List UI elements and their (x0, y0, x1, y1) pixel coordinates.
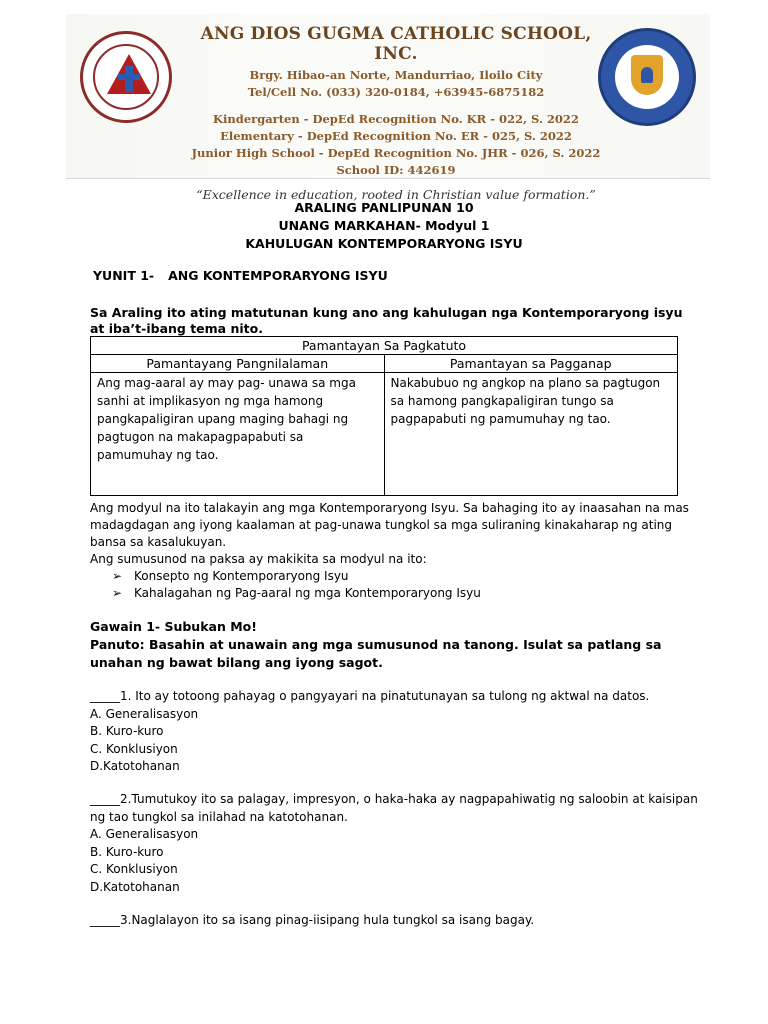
question-stem: _____2.Tumutukoy ito sa palagay, impresyon, o haka-haka ay nagpapahiwatig ng saloobin at kaisipan ng tao tungkol sa inilahad na katotohanan. (90, 792, 698, 824)
list-item: ➢ Kahalagahan ng Pag-aaral ng mga Kontemporaryong Isyu (112, 586, 481, 600)
module-description: Ang modyul na ito talakayin ang mga Kontemporaryong Isyu. Sa bahaging ito ay inaasahan na mas madagdagan ang iyong kaalaman at pag-unawa tungkol sa mga suliraning kinakaharap ng ating bansa sa kasalukuyan. (90, 501, 689, 549)
content-standard-text: Ang mag-aaral ay may pag- unawa sa mga sanhi at implikasyon ng mga hamong pangkapaligiran upang maging bahagi ng pagtugon na makapagpapabuti sa pamumuhay ng tao. (91, 373, 385, 496)
question-1 (90, 688, 710, 776)
lesson-intro: Sa Araling ito ating matutunan kung ano ang kahulugan nga Kontemporaryong isyu at iba’t-ibang tema nito. (90, 305, 683, 336)
activity-instructions: Panuto: Basahin at unawain ang mga sumusunod na tanong. Isulat sa patlang sa unahan ng bawat bilang ang iyong sagot. (90, 637, 662, 670)
standards-table-header: Pamantayan Sa Pagkatuto (91, 337, 678, 355)
school-header (66, 14, 710, 202)
activity-title: Gawain 1- Subukan Mo! (90, 619, 257, 634)
content-standard-header: Pamantayang Pangnilalaman (91, 355, 385, 373)
performance-standard-text: Nakabubuo ng angkop na plano sa pagtugon sa hamong pangkapaligiran tungo sa pagpapabuti ng pamumuhay ng tao. (384, 373, 678, 496)
school-address: Brgy. Hibao-an Norte, Mandurriao, Iloilo City (249, 68, 543, 82)
topics-intro: Ang sumusunod na paksa ay makikita sa modyul na ito: (90, 552, 427, 566)
choice-a: A. Generalisasyon (90, 827, 199, 841)
choice-d: D.Katotohanan (90, 879, 180, 894)
arrow-bullet-icon: ➢ (112, 569, 123, 583)
deped-seal-logo (598, 28, 696, 126)
arrow-bullet-icon: ➢ (112, 586, 123, 600)
school-motto: “Excellence in education, rooted in Christian value formation.” (196, 187, 596, 202)
header-text-block (176, 24, 616, 202)
list-item: ➢ Konsepto ng Kontemporaryong Isyu (112, 569, 349, 583)
unit-heading (93, 268, 388, 283)
school-id: School ID: 442619 (336, 163, 456, 177)
school-seal-logo (80, 31, 172, 123)
question-2 (90, 791, 710, 896)
quarter-module-title: UNANG MARKAHAN- Modyul 1 (278, 218, 490, 233)
unit-label: YUNIT 1- (93, 268, 155, 283)
school-contact: Tel/Cell No. (033) 320-0184, +63945-6875182 (247, 85, 545, 99)
choice-a: A. Generalisasyon (90, 706, 199, 721)
recognition-junior-high: Junior High School - DepEd Recognition No. JHR - 026, S. 2022 (191, 146, 601, 160)
choice-c: C. Konklusiyon (90, 741, 178, 756)
question-3 (90, 912, 710, 930)
recognition-kindergarten: Kindergarten - DepEd Recognition No. KR - 022, S. 2022 (213, 112, 579, 126)
learning-standards-table (90, 336, 678, 496)
lesson-title: KAHULUGAN KONTEMPORARYONG ISYU (245, 236, 523, 251)
module-titles (0, 199, 768, 253)
question-stem: _____1. Ito ay totoong pahayag o pangyayari na pinatutunayan sa tulong ng aktwal na datos. (90, 689, 650, 703)
choice-c: C. Konklusiyon (90, 862, 178, 876)
question-stem: _____3.Naglalayon ito sa isang pinag-iisipang hula tungkol sa isang bagay. (90, 913, 535, 927)
choice-d: D.Katotohanan (90, 759, 180, 773)
school-name: ANG DIOS GUGMA CATHOLIC SCHOOL, INC. (200, 24, 592, 64)
topics-list (112, 568, 481, 602)
unit-title: ANG KONTEMPORARYONG ISYU (168, 268, 388, 283)
recognition-elementary: Elementary - DepEd Recognition No. ER - 025, S. 2022 (220, 129, 572, 143)
subject-title: ARALING PANLIPUNAN 10 (294, 200, 474, 215)
choice-b: B. Kuro-kuro (90, 724, 164, 738)
choice-b: B. Kuro-kuro (90, 844, 164, 859)
activity-block (90, 618, 690, 672)
performance-standard-header: Pamantayan sa Pagganap (384, 355, 678, 373)
